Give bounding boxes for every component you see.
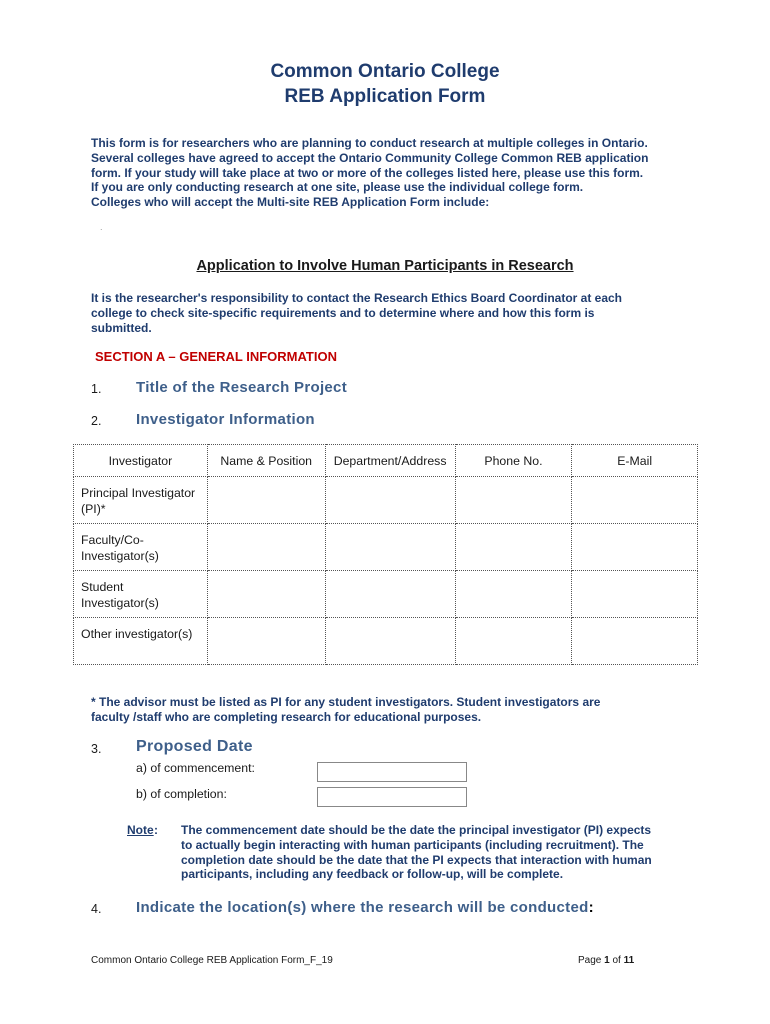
- intro-paragraph: [91, 136, 691, 210]
- location-heading-colon: :: [588, 899, 594, 916]
- footer-form-name: Common Ontario College REB Application Form_F_19: [91, 955, 333, 966]
- item-number-2: 2.: [91, 414, 102, 428]
- date-note-line: participants, including any feedback or follow-up, will be complete.: [181, 867, 564, 882]
- page-total: 11: [623, 955, 635, 966]
- investigator-info-heading: Investigator Information: [136, 411, 315, 428]
- item-number-3: 3.: [91, 742, 102, 756]
- phone-cell[interactable]: [455, 618, 572, 665]
- row-label: Principal Investigator (PI)*: [74, 477, 208, 524]
- date-note-line: to actually begin interacting with human participants (including recruitment). The: [181, 837, 644, 852]
- research-title-heading: Title of the Research Project: [136, 379, 347, 396]
- column-header-department: Department/Address: [325, 445, 455, 477]
- responsibility-line: It is the researcher's responsibility to contact the Research Ethics Board Coordinator at each: [91, 291, 623, 305]
- row-label: Student Investigator(s): [74, 571, 208, 618]
- responsibility-line: submitted.: [91, 320, 152, 335]
- department-cell[interactable]: [325, 571, 455, 618]
- row-label: Faculty/Co-Investigator(s): [74, 524, 208, 571]
- commencement-label: a) of commencement:: [136, 761, 255, 775]
- proposed-date-heading: Proposed Date: [136, 738, 253, 755]
- date-note-line: The commencement date should be the date the principal investigator (PI) expects: [181, 823, 652, 837]
- commencement-date-field[interactable]: [317, 762, 467, 782]
- completion-label: b) of completion:: [136, 787, 227, 801]
- footer-page-number: [578, 955, 634, 966]
- department-cell[interactable]: [325, 618, 455, 665]
- table-row-co-investigator: [74, 524, 698, 571]
- completion-date-field[interactable]: [317, 787, 467, 807]
- name-position-cell[interactable]: [207, 618, 325, 665]
- department-cell[interactable]: [325, 477, 455, 524]
- email-cell[interactable]: [572, 524, 698, 571]
- page-title-line2: REB Application Form: [284, 86, 486, 107]
- item-number-1: 1.: [91, 382, 102, 396]
- name-position-cell[interactable]: [207, 477, 325, 524]
- investigator-table: [73, 444, 698, 665]
- intro-line: Several colleges have agreed to accept the Ontario Community College Common REB application: [91, 150, 649, 165]
- intro-line: If you are only conducting research at one site, please use the individual college form.: [91, 180, 584, 195]
- name-position-cell[interactable]: [207, 524, 325, 571]
- intro-line: form. If your study will take place at two or more of the colleges listed here, please use this form.: [91, 165, 644, 180]
- phone-cell[interactable]: [455, 524, 572, 571]
- intro-line: Colleges who will accept the Multi-site REB Application Form include:: [91, 195, 490, 210]
- name-position-cell[interactable]: [207, 571, 325, 618]
- location-heading-text: Indicate the location(s) where the research will be conducted: [136, 899, 589, 916]
- column-header-email: E-Mail: [572, 445, 698, 477]
- responsibility-line: college to check site-specific requirements and to determine where and how this form is: [91, 305, 595, 320]
- column-header-investigator: Investigator: [74, 445, 208, 477]
- column-header-phone: Phone No.: [455, 445, 572, 477]
- table-row-other-investigator: [74, 618, 698, 665]
- column-header-name-position: Name & Position: [207, 445, 325, 477]
- row-label: Other investigator(s): [74, 618, 208, 665]
- page-current: 1: [604, 955, 610, 966]
- page-of: of: [609, 955, 624, 966]
- table-header-row: [74, 445, 698, 477]
- date-note-label: Note: [127, 823, 154, 837]
- phone-cell[interactable]: [455, 477, 572, 524]
- advisor-note-line: faculty /staff who are completing research for educational purposes.: [91, 709, 482, 724]
- date-note-colon: :: [154, 823, 158, 837]
- date-note-text: [181, 823, 652, 882]
- department-cell[interactable]: [325, 524, 455, 571]
- table-row-student-investigator: [74, 571, 698, 618]
- intro-line: This form is for researchers who are planning to conduct research at multiple colleges in Ontario.: [91, 136, 648, 150]
- item-number-4: 4.: [91, 902, 102, 916]
- advisor-note: [91, 695, 600, 725]
- email-cell[interactable]: [572, 618, 698, 665]
- responsibility-paragraph: [91, 291, 691, 335]
- college-list-placeholder: .: [100, 222, 103, 232]
- date-note-line: completion date should be the date that the PI expects that interaction with human: [181, 852, 652, 867]
- page-prefix: Page: [578, 955, 605, 966]
- table-row-principal-investigator: [74, 477, 698, 524]
- application-heading: Application to Involve Human Participants in Research: [196, 258, 574, 274]
- page-title-line1: Common Ontario College: [270, 61, 500, 82]
- location-heading: [136, 899, 594, 916]
- advisor-note-line: * The advisor must be listed as PI for any student investigators. Student investigators are: [91, 695, 601, 709]
- email-cell[interactable]: [572, 571, 698, 618]
- section-a-heading: SECTION A – GENERAL INFORMATION: [95, 349, 337, 364]
- email-cell[interactable]: [572, 477, 698, 524]
- phone-cell[interactable]: [455, 571, 572, 618]
